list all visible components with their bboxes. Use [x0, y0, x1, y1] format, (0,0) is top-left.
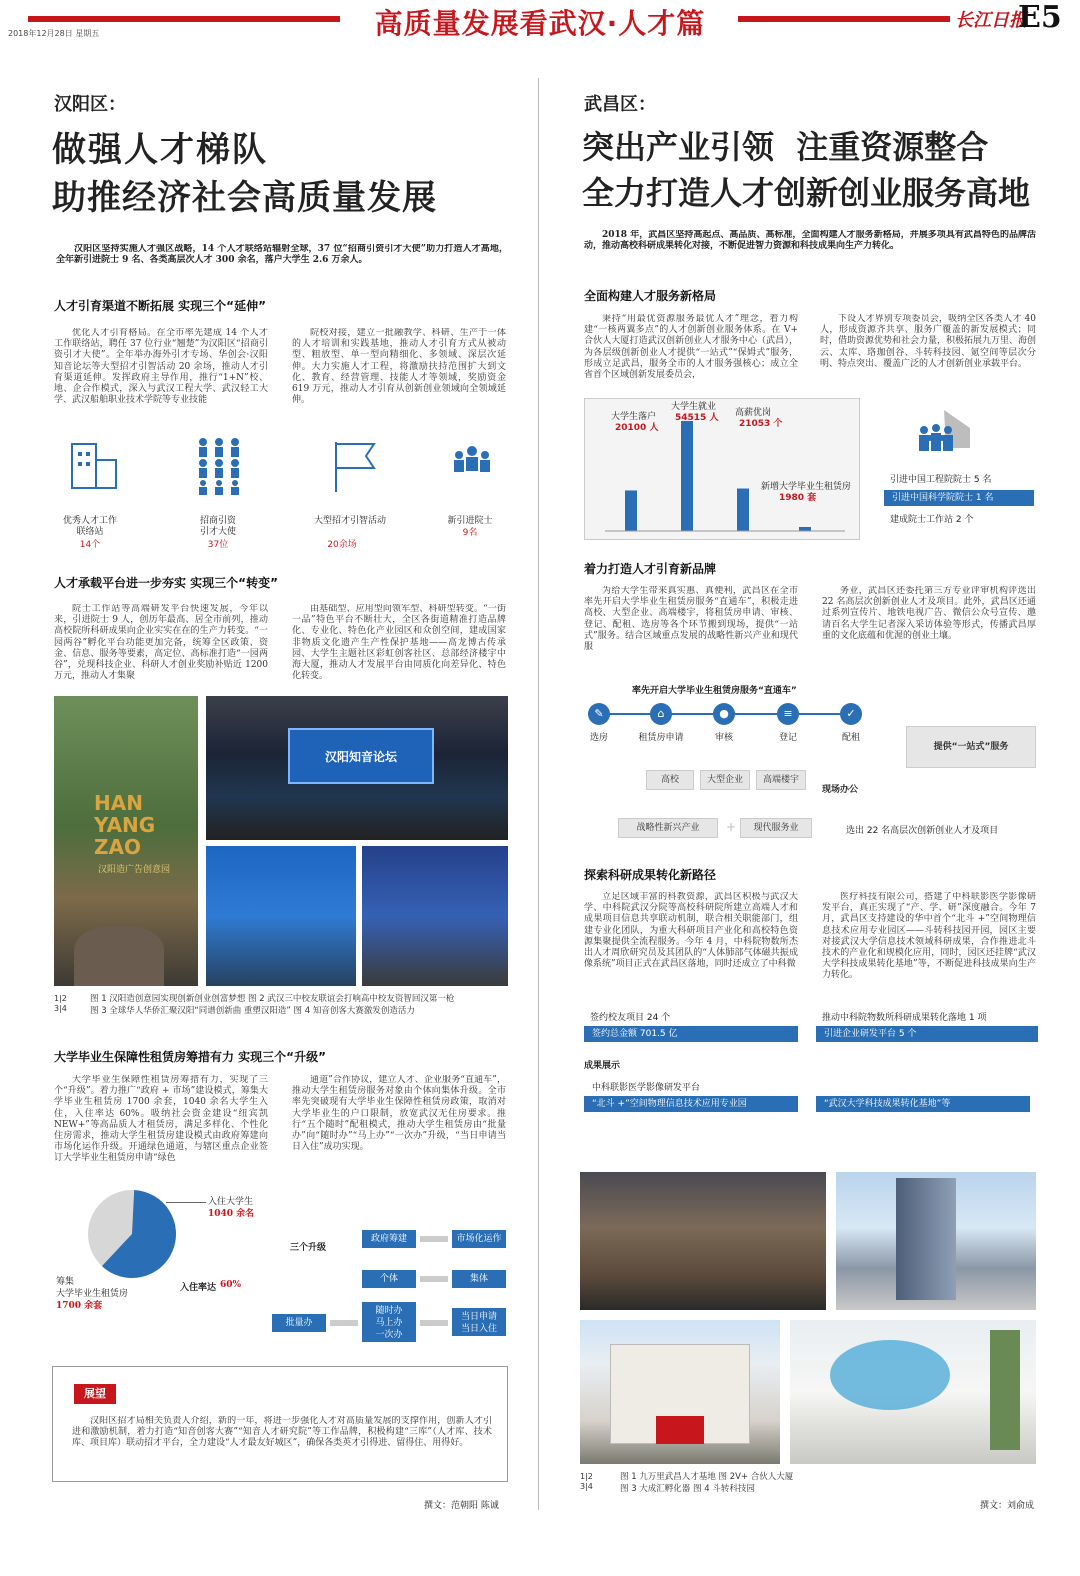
pie-total-label-1: 筹集 [56, 1277, 75, 1287]
flow-a2: 市场化运作 [452, 1230, 506, 1248]
venue-1: 高校 [646, 770, 694, 790]
award-2: 引进中国科学院院士 1 名 [884, 490, 1034, 506]
stat-4-label: 新引进院士 [447, 516, 493, 526]
left-caption-2: 图 3 全球华人华侨汇聚汉阳“同谱创新曲 重塑汉阳造” 图 4 知音创客大赛激发创造活力 [90, 1006, 415, 1016]
photo-vplus-tower [836, 1172, 1036, 1310]
outlook-text: 汉阳区招才局相关负责人介绍，新的一年，将进一步强化人才对高质量发展的支撑作用，创新人才引进和激励机制，着力打造“知音创客大赛”“知音人才研究院”等工作品牌，积极构建“三库”（人才库、技术库、项目库）联动招才平台，全力建设“人才最友好城区”，确保各类英才引得进、留得住、用得好。 [72, 1416, 492, 1448]
left-s2-col1: 院士工作站等高端研发平台快速发展，今年以来，引进院士 9 人，创历年最高、居全市前列，推动高校院所科研成果向企业实实在在的生产力转变。“一园两谷”孵化平台功能更加完备，统筹全区政策、资金、信息、服务等要素，高定位、高标准打造“一园两谷”，兑现科技企业、科研人才创业奖励补贴近 1200 万元，推动人才集聚 [54, 604, 268, 682]
venue-2: 大型企业 [700, 770, 750, 790]
left-s2-title: 人才承载平台进一步夯实 实现三个“转变” [54, 576, 278, 590]
right-caption-2: 图 3 大成汇孵化器 图 4 斗转科技园 [620, 1484, 755, 1494]
left-s3-col1: 大学毕业生保障性租赁房筹措有力，实现了三个“升级”。着力推广“政府 + 市场”建设模式，筹集大学毕业生租赁房 1700 余套，1040 余名大学生入住，入住率达 60%。吸纳社会资金建设“纽宾凯 NEW+”等高品质人才租赁房，满足多样化、个性化住房需求，推动大学生租赁房建设模式由政府筹建向市场化运作升级。开通绿色通道，与辖区重点企业签订大学毕业生租赁房申请“绿色 [54, 1075, 268, 1164]
flow-c2: 随时办 马上办 一次办 [362, 1302, 416, 1342]
outlook-tag: 展望 [74, 1384, 116, 1404]
stat-2-label: 招商引资引才大使 [199, 516, 236, 537]
occupancy-pie [86, 1188, 178, 1280]
right-byline: 撰文：刘俞成 [980, 1501, 1035, 1511]
page-number: E5 [1018, 0, 1062, 35]
onsite-label: 现场办公 [822, 785, 859, 795]
flow-arrow [420, 1276, 448, 1282]
right-headline-2: 全力打造人才创新创业服务高地 [582, 174, 1031, 212]
bar-1 [625, 490, 637, 531]
right-lede: 2018 年，武昌区坚持高起点、高品质、高标准，全面构建人才服务新格局，并展多项具有武昌特色的品牌活动，推动高校科研成果转化对接，不断促进智力资源和科技成果向生产力转化。 [584, 230, 1036, 252]
enterprise-platforms: 引进企业研发平台 5 个 [816, 1026, 1038, 1042]
left-caption-1: 图 1 汉阳造创意园实现创新创业创富梦想 图 2 武汉三中校友联谊会打响高中校友资智回汉第一枪 [90, 994, 455, 1004]
photo-douzhuan-park [790, 1320, 1036, 1464]
industry-1: 战略性新兴产业 [618, 818, 718, 838]
venue-3: 高端楼宇 [756, 770, 806, 790]
bar-3 [737, 489, 749, 531]
left-s1-title: 人才引育渠道不断拓展 实现三个“延伸” [54, 299, 266, 313]
flow-c3: 当日申请 当日入住 [452, 1308, 506, 1336]
home-icon: ⌂ [650, 703, 672, 725]
flow-arrow [330, 1320, 358, 1326]
right-s1-col1: 秉持“用最优资源服务最优人才”理念，着力构建“一核两翼多点”的人才创新创业服务体系。在 V+ 合伙人大厦打造武汉创新创业人才服务中心（武昌），为各层级创新创业人才提供“一站式”“保姆式”服务，形成立足武昌，服务全市的人才服务强核心；成立全省首个区域创新发展委员会， [584, 314, 798, 381]
right-s3-col1: 立足区域丰富的科教资源，武昌区积极与武汉大学、中科院武汉分院等高校科研院所建立高端人才和成果项目信息共享联动机制，联合相关职能部门，组建专业化团队，为重大科研项目产业化和高校特色资源集聚提供全流程服务。今年 4 月，中科院物数所杰出人才周欣研究员及其团队的“人体肺部气体磁共振成像系统”项目正式在武昌区落地，同时还成立了中科微 [584, 892, 798, 970]
flow-arrow [420, 1320, 448, 1326]
bar-category-4: 新增大学毕业生租赁房 [761, 482, 852, 492]
photo-dachenghui-incubator [580, 1320, 780, 1464]
bar-value-1: 20100 人 [615, 423, 659, 433]
right-s2-col1: 为给大学生带来真实惠、真便利，武昌区在全市率先开启大学毕业生租赁房服务“直通车”，积极走进高校、大型企业、高端楼宇，将租赁房申请、审核、登记、配租、选房等各个环节搬到现场，提供“一站式”服务。结合区域重点发展的战略性新兴产业和现代服 [584, 586, 798, 653]
onestop-box: 提供“一站式”服务 [906, 726, 1036, 768]
industry-2: 现代服务业 [740, 818, 812, 838]
photo-overseas-event [362, 846, 508, 986]
masthead-rule-right [738, 16, 950, 22]
pie-rate-label: 入住率达 [180, 1283, 217, 1293]
stat-1-label: 优秀人才工作联络站 [62, 516, 117, 537]
masthead-rule-left [28, 16, 340, 22]
stat-4-value: 9名 [462, 528, 478, 538]
select-room-icon: ✎ [588, 703, 610, 725]
promote-text: 推动中科院物数所科研成果转化落地 1 项 [822, 1013, 987, 1023]
photo-sign-text: HAN YANG ZAO [94, 791, 156, 859]
result-1: “北斗 +”空间物理信息技术应用专业园 [584, 1096, 798, 1112]
bar-category-3: 高薪优岗 [735, 408, 772, 418]
service-result: 选出 22 名高层次创新创业人才及项目 [846, 826, 999, 836]
left-s1-col1: 优化人才引育格局。在全市率先建成 14 个人才工作联络站，聘任 37 位行业“翘楚”为汉阳区“招商引资引才大使”。全年举办海外引才专场、华创会·汉阳知音论坛等大型招才引智活动 20 余场，推动人才引育渠道延伸。发挥政府主导作用，推行“1+N”校、地、企合作模式，深入与武汉工程大学、武汉轻工大学、武汉船舶职业技术学院等专业技能 [54, 328, 268, 406]
bar-category-2: 大学生就业 [671, 402, 717, 412]
award-1: 引进中国工程院院士 5 名 [890, 475, 992, 485]
left-caption-index: 1|2 3|4 [54, 994, 67, 1013]
flag-icon [330, 438, 380, 494]
step-3: 审核 [714, 733, 733, 743]
right-s2-title: 着力打造人才引育新品牌 [584, 562, 717, 576]
pie-total-label-2: 大学毕业生租赁房 [56, 1289, 129, 1299]
left-s1-col2: 院校对接，建立一批融教学、科研、生产于一体的人才培训和实践基地，推动人才引育方式从被动型、粗放型、单一型向精细化、多领域、深层次延伸。大力实施人才工程，将激励扶持范围扩大到文化、教育、经营管理、技能人才等领域，奖励资金 619 万元，推动人才引育从创新创业领域向全领域延伸。 [292, 328, 506, 406]
left-lede: 汉阳区坚持实施人才强区战略，14 个人才联络站辐射全球，37 位“招商引资引才大使”助力打造人才高地，全年新引进院士 9 名、各类高层次人才 300 余名，落户大学生 2.6 万余人。 [56, 244, 508, 266]
left-s3-col2: 通道”合作协议，建立人才、企业服务“直通车”，推动大学生租赁房服务对象由个体向集体升级。全市率先突破现有大学毕业生保障性租赁房政策，取消对大学毕业生的户口限制，放宽武汉无住房要求。推行“五个随时”配租模式，推动大学生租赁房由“批量办”向“随时办”“马上办”“一次办”升级，“当日申请当日入住”成功实现。 [292, 1075, 506, 1153]
flow-c1: 批量办 [272, 1314, 326, 1332]
signed-amount: 签约总金额 701.5 亿 [584, 1026, 798, 1042]
right-s1-title: 全面构建人才服务新格局 [584, 289, 717, 303]
left-s2-col2: 由基础型、应用型向领军型、科研型转变。“一街一品”特色平台不断壮大，全区各街道精准打造品牌化、专业化、特色化产业园区和众创空间，建成国家非物质文化遗产生产性保护基地——高龙博古传承园、大学生主题社区彩虹创客社区、总部经济楼宇中海大厦，推动人才发展平台由同质化向差异化、特色化转变。 [292, 604, 506, 682]
people-grid-icon [196, 436, 242, 496]
check-icon: ✓ [840, 703, 862, 725]
photo-sign-subtext: 汉阳造广告创意园 [98, 865, 171, 875]
left-byline: 撰文：范朝阳 陈诚 [424, 1501, 499, 1511]
stat-3-value: 20余场 [327, 540, 357, 550]
left-headline-2: 助推经济社会高质量发展 [52, 178, 437, 218]
results-platform: 中科联影医学影像研发平台 [592, 1083, 701, 1093]
signed-projects: 签约校友项目 24 个 [590, 1013, 671, 1023]
bar-value-2: 54515 人 [675, 413, 719, 423]
service-title: 率先开启大学毕业生租赁房服务“直通车” [632, 686, 797, 696]
right-headline-1: 突出产业引领 注重资源整合 [582, 128, 989, 166]
pie-in-value: 1040 余名 [208, 1209, 255, 1219]
talent-bar-chart [584, 398, 860, 540]
left-headline-1: 做强人才梯队 [52, 130, 268, 170]
results-show: 成果展示 [584, 1061, 621, 1071]
stat-2-value: 37位 [207, 540, 229, 550]
people-house-icon [910, 408, 976, 464]
award-3: 建成院士工作站 2 个 [890, 515, 974, 525]
newspaper-logo: 长江日报 [955, 10, 1027, 31]
issue-date: 2018年12月28日 星期五 [8, 29, 100, 38]
masthead-title: 高质量发展看武汉·人才篇 [374, 7, 706, 40]
step-4: 登记 [778, 733, 797, 743]
flow-b2: 集体 [452, 1270, 506, 1288]
photo-hanyangzao-park [54, 696, 198, 986]
right-s1-col2: 下设人才界别专项委员会，吸纳全区各类人才 40 人，形成资源齐共享、服务广覆盖的新发展模式；同时，借助资源优势和社会力量，积极拓展九万里、海创云、太库、珞珈创谷、斗转科技园、氪空间等层次分明、特点突出、覆盖广泛的人才创新创业承载平台。 [820, 314, 1036, 369]
right-district: 武昌区： [584, 94, 656, 115]
step-5: 配租 [841, 733, 860, 743]
user-icon: ● [713, 703, 735, 725]
bar-chart-svg [585, 399, 861, 541]
right-s3-title: 探索科研成果转化新路径 [584, 868, 717, 882]
step-2: 租赁房申请 [638, 733, 684, 743]
photo-jiuwanli-base [580, 1172, 826, 1310]
stat-3-label: 大型招才引智活动 [313, 516, 386, 526]
photo-forum-banner: 汉阳知音论坛 [324, 750, 397, 764]
pie-in-label: 入住大学生 [208, 1197, 254, 1207]
pie-rate-value: 60% [220, 1280, 242, 1290]
step-1: 选房 [589, 733, 608, 743]
right-caption-index: 1|2 3|4 [580, 1472, 593, 1491]
photo-alumni-event [206, 846, 356, 986]
bar-value-3: 21053 个 [739, 419, 783, 429]
flow-b1: 个体 [362, 1270, 416, 1288]
flow-arrow [420, 1236, 448, 1242]
photo-forum-stage [206, 696, 508, 840]
right-s2-col2: 务业，武昌区还委托第三方专业评审机构评选出 22 名高层次创新创业人才及项目。此外，武昌区还通过系列宣传片、地铁电视广告、微信公众号宣传、邀请百名大学生记者深入采访体验等形式，传播武昌厚重的文化底蕴和优渥的创业土壤。 [822, 586, 1036, 641]
list-icon: ≡ [777, 703, 799, 725]
flow-title: 三个升级 [290, 1243, 327, 1253]
right-caption-1: 图 1 九万里武昌人才基地 图 2V+ 合伙人大厦 [620, 1472, 794, 1482]
right-s3-col2: 医疗科技有限公司，搭建了中科联影医学影像研发平台，真正实现了“产、学、研”深度融合。今年 7 月，武昌区支持建设的华中首个“北斗 +”空间物理信息技术应用专业园区——斗转科技园开园，园区主要对接武汉大学信息技术领域科研成果，合作推进北斗技术的产业化和规模化应用，同时，园区还挂牌“武汉大学科技成果转化基地”等，不断促进科技成果向生产力转化。 [822, 892, 1036, 981]
result-2: “武汉大学科技成果转化基地”等 [816, 1096, 1030, 1112]
group-icon [450, 444, 494, 484]
building-icon [68, 440, 120, 492]
plus-sign: + [726, 820, 737, 834]
column-divider [538, 78, 539, 1510]
bar-value-4: 1980 套 [779, 493, 817, 503]
bar-category-1: 大学生落户 [611, 412, 657, 422]
stat-1-value: 14个 [79, 540, 101, 550]
pie-total-value: 1700 余套 [56, 1301, 103, 1311]
bar-4 [799, 527, 811, 531]
left-district: 汉阳区： [54, 94, 126, 115]
bar-2 [681, 421, 693, 531]
flow-a1: 政府筹建 [362, 1230, 416, 1248]
left-s3-title: 大学毕业生保障性租赁房筹措有力 实现三个“升级” [54, 1050, 326, 1064]
